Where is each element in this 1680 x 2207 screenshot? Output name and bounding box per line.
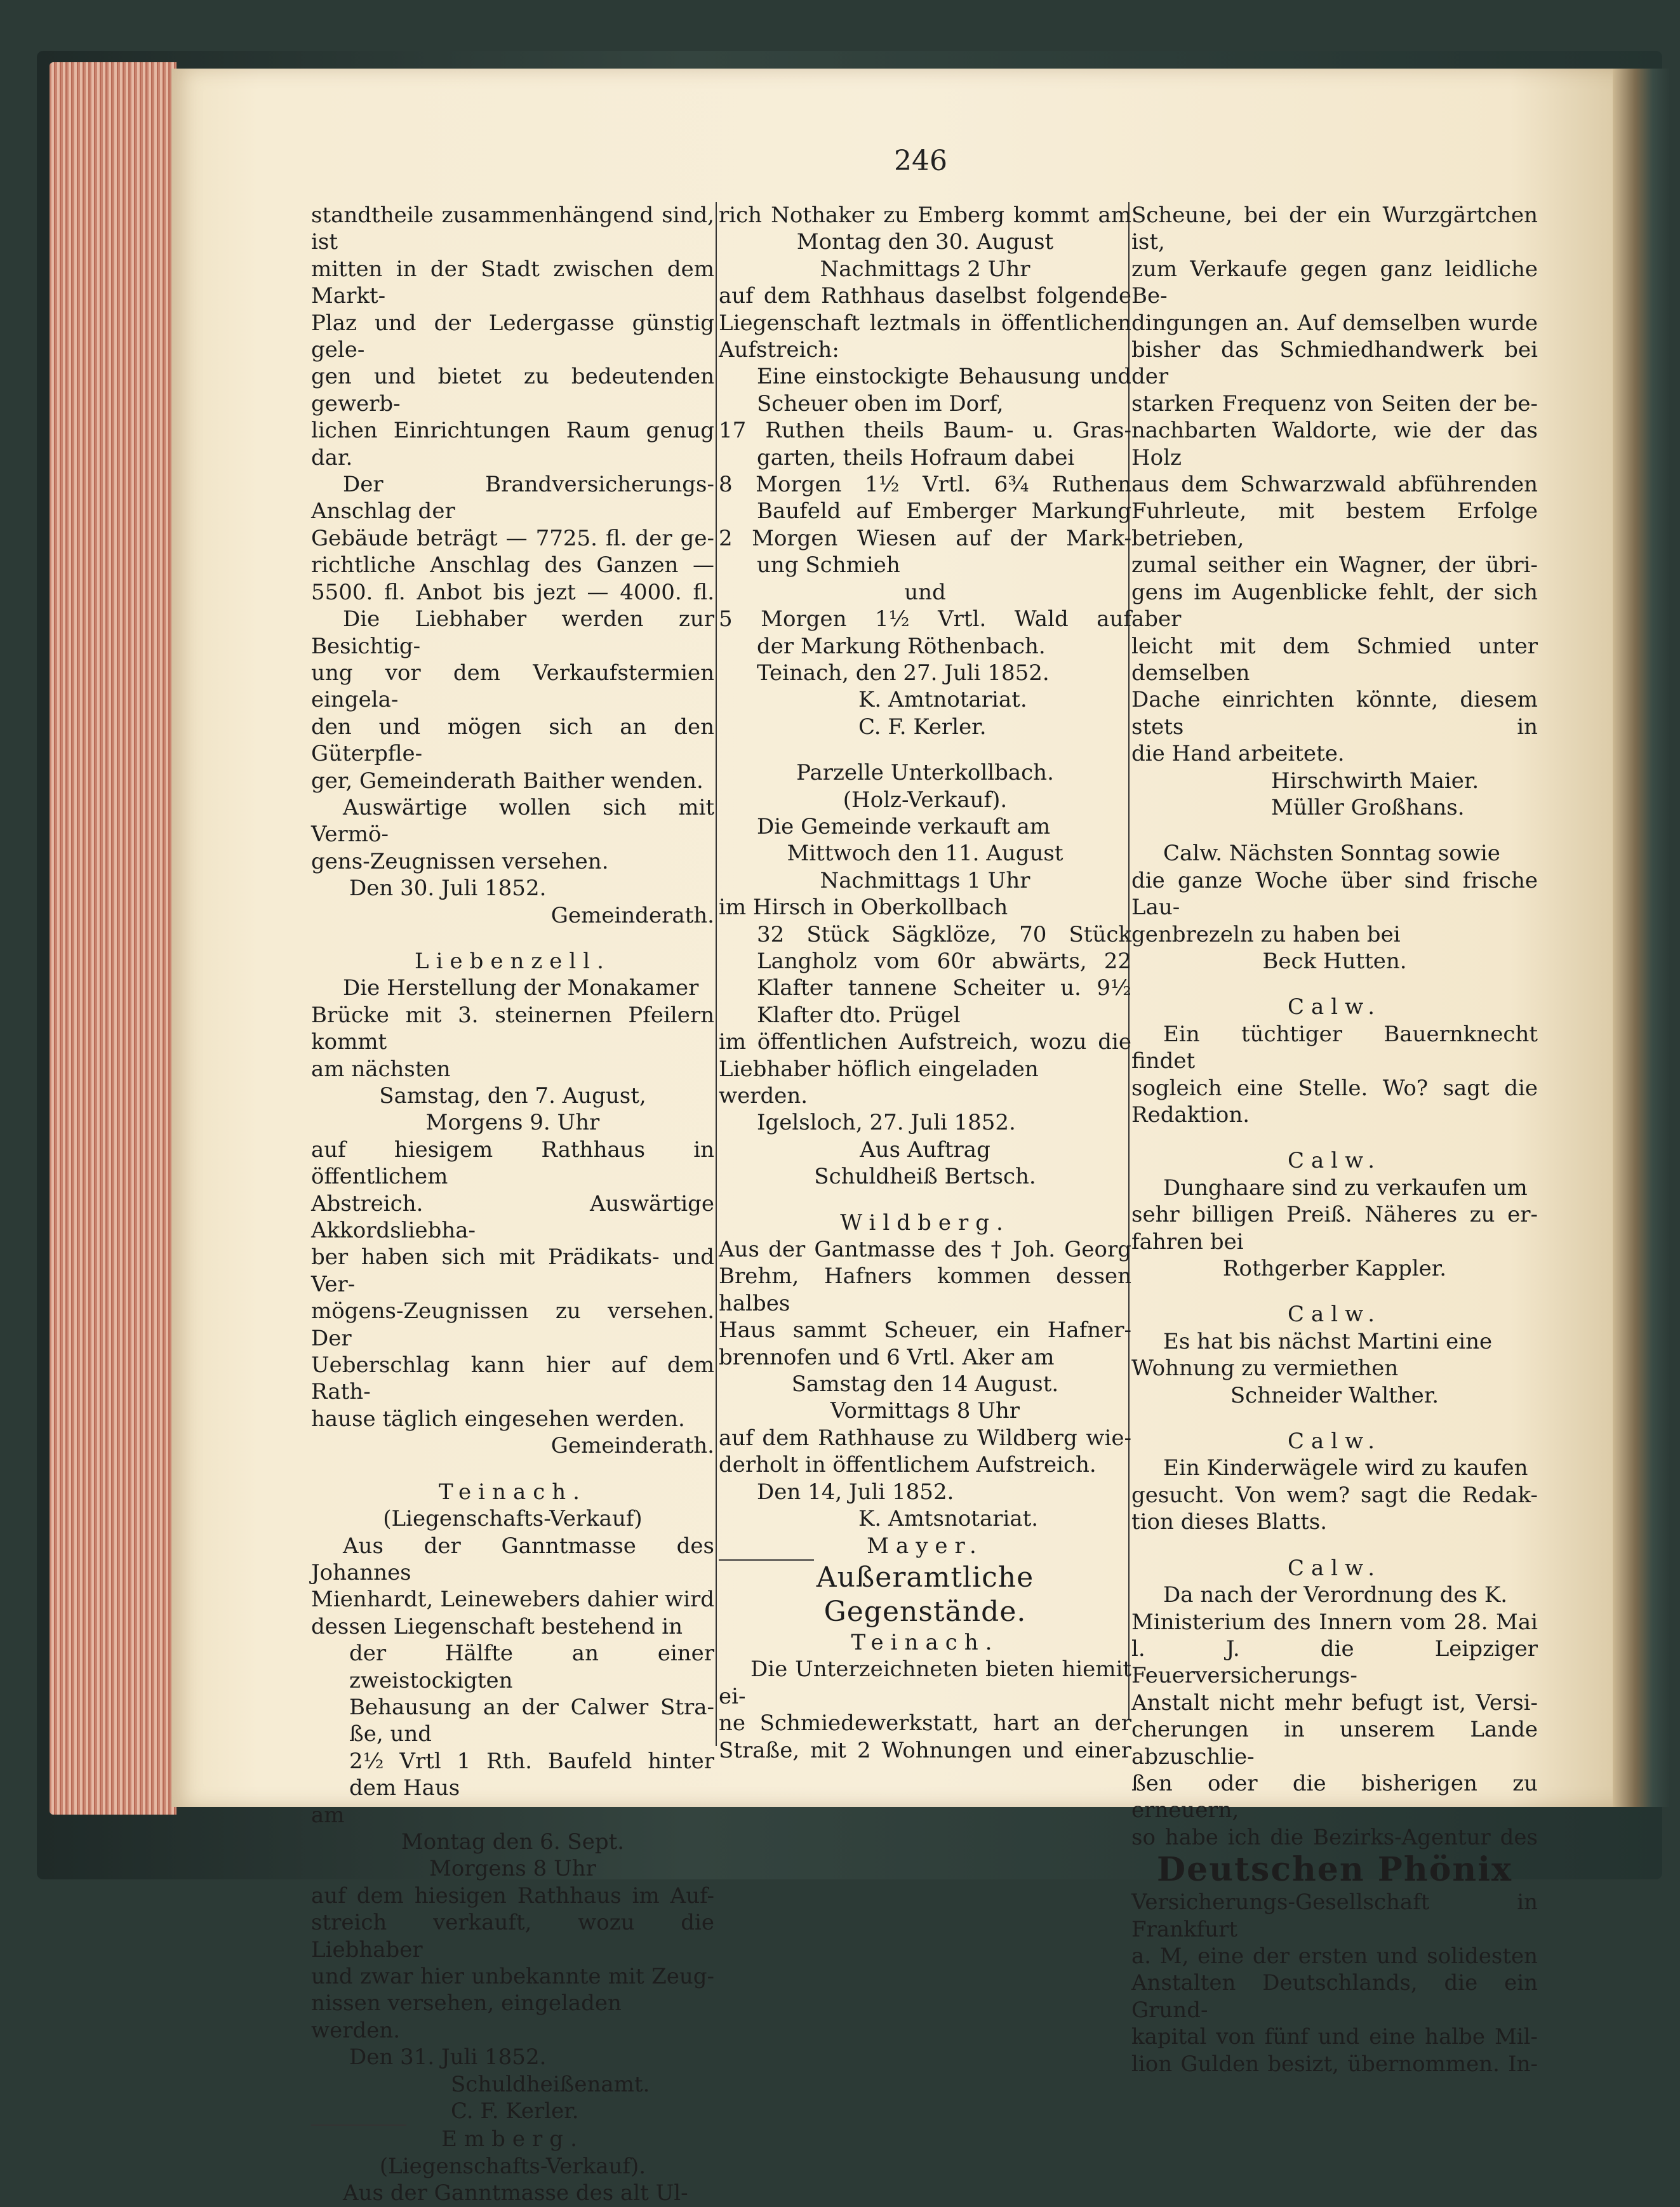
text-line: Nachmittags 1 Uhr (820, 867, 1030, 893)
text-line: Aus der Gantmasse des † Joh. Georg (719, 1237, 1131, 1263)
text-line: richtliche Anschlag des Ganzen — (311, 552, 714, 578)
text-line: l. J. die Leipziger Feuerversicherungs- (1131, 1636, 1538, 1689)
spacer (1131, 821, 1538, 840)
text-line: ung Schmieh (757, 552, 900, 578)
spacer (1131, 1128, 1538, 1147)
text-line: Auswärtige wollen sich mit Vermö- (311, 794, 714, 848)
text-line: Anstalt nicht mehr befugt ist, Versi- (1131, 1690, 1538, 1716)
column-2 (719, 202, 1131, 1764)
text-line: starken Frequenz von Seiten der be- (1131, 390, 1538, 417)
text-line: Liebhaber höflich eingeladen werden. (719, 1056, 1039, 1109)
text-line: C. F. Kerler. (451, 2098, 579, 2124)
text-line: Anstalten Deutschlands, die ein Grund- (1131, 1970, 1538, 2023)
text-line: ne Schmiedewerkstatt, hart an der (719, 1710, 1131, 1737)
text-line: der Hälfte an einer zweistockigten (349, 1641, 714, 1693)
text-line: tion dieses Blatts. (1131, 1509, 1328, 1535)
text-line: der Markung Röthenbach. (757, 633, 1046, 659)
spacer (311, 1460, 714, 1479)
text-line: Plaz und der Ledergasse günstig gele- (311, 310, 714, 363)
text-line: dem Haus (349, 1775, 460, 1801)
text-line: Schuldheiß Bertsch. (814, 1164, 1036, 1190)
text-line: a. M, eine der ersten und solidesten (1131, 1943, 1538, 1969)
column-3 (1131, 202, 1538, 2077)
text-line: am (311, 1802, 345, 1828)
spacer (719, 1190, 1131, 1210)
spacer (1131, 1409, 1538, 1428)
text-line: 2½ Vrtl 1 Rth. Baufeld hinter (349, 1748, 714, 1774)
spacer (1131, 1536, 1538, 1555)
text-line: Langholz vom 60r abwärts, 22 (757, 948, 1131, 974)
text-line: Beck Hutten. (1262, 948, 1407, 974)
text-line: auf dem Rathhause zu Wildberg wie- (719, 1425, 1131, 1451)
text-line: Igelsloch, 27. Juli 1852. (757, 1110, 1016, 1136)
text-line: Außeramtliche Gegenstände. (816, 1561, 1034, 1628)
text-line: Samstag, den 7. August, (379, 1083, 646, 1109)
text-line: genbrezeln zu haben bei (1131, 921, 1401, 947)
text-line: Nachmittags 2 Uhr (820, 256, 1030, 282)
text-line: bisher das Schmiedhandwerk bei der (1131, 337, 1538, 390)
text-line: dessen Liegenschaft bestehend in (311, 1613, 683, 1639)
text-line: Haus sammt Scheuer, ein Hafner- (719, 1317, 1131, 1344)
text-line: Calw. (1287, 1302, 1382, 1328)
text-line: Teinach, den 27. Juli 1852. (757, 660, 1050, 686)
text-line: im Hirsch in Oberkollbach (719, 895, 1008, 921)
text-line: Versicherungs-Gesellschaft in Frankfurt (1131, 1890, 1538, 1942)
page-edges (50, 62, 177, 1815)
text-line: Den 14, Juli 1852. (757, 1479, 954, 1505)
text-line: 8 Morgen 1½ Vrtl. 6¾ Ruthen (719, 472, 1131, 498)
text-line: Die Gemeinde verkauft am (757, 813, 1051, 839)
text-line: Hirschwirth Maier. (1271, 768, 1479, 794)
text-line: ung vor dem Verkaufstermien eingela- (311, 660, 714, 713)
text-line: Schuldheißenamt. (451, 2071, 650, 2097)
text-line: Klafter tannene Scheiter u. 9½ (757, 975, 1131, 1001)
text-line: Ministerium des Innern vom 28. Mai (1131, 1609, 1538, 1635)
text-line: garten, theils Hofraum dabei (757, 444, 1075, 470)
text-line: Deutschen Phönix (1157, 1850, 1512, 1890)
spacer (1131, 975, 1538, 994)
text-line: Müller Großhans. (1271, 794, 1465, 820)
text-line: nachbarten Waldorte, wie der das Holz (1131, 418, 1538, 470)
text-line: Aus Auftrag (860, 1137, 990, 1163)
text-line: nissen versehen, eingeladen werden. (311, 1990, 622, 2043)
text-line: und zwar hier unbekannte mit Zeug- (311, 1964, 714, 1989)
text-line: 17 Ruthen theils Baum- u. Gras- (719, 418, 1131, 444)
text-line: Morgens 8 Uhr (429, 1856, 596, 1882)
text-line: Dunghaare sind zu verkaufen um (1163, 1175, 1528, 1201)
text-line: Liegenschaft leztmals in öffentlichen (719, 310, 1131, 336)
text-line: sogleich eine Stelle. Wo? sagt die (1131, 1075, 1538, 1101)
text-line: Eine einstockigte Behausung und (757, 364, 1131, 390)
text-line: Rothgerber Kappler. (1222, 1256, 1447, 1282)
text-line: 5 Morgen 1½ Vrtl. Wald auf (719, 606, 1131, 632)
text-line: lichen Einrichtungen Raum genug dar. (311, 418, 714, 470)
text-line: Ein tüchtiger Bauernknecht findet (1131, 1021, 1538, 1074)
text-line: mögens-Zeugnissen zu versehen. Der (311, 1298, 714, 1351)
text-line: Calw. (1287, 994, 1382, 1020)
text-line: auf dem Rathhaus daselbst folgende (719, 283, 1131, 309)
text-line: Vormittags 8 Uhr (830, 1398, 1020, 1424)
spacer (1131, 1282, 1538, 1301)
text-line: kapital von fünf und eine halbe Mil- (1131, 2024, 1538, 2050)
text-line: und (904, 579, 946, 605)
text-line: Calw. (1287, 1148, 1382, 1174)
text-line: Abstreich. Auswärtige Akkordsliebha- (311, 1190, 714, 1244)
text-line: (Liegenschafts-Verkauf). (379, 2153, 646, 2179)
text-line: ße, und (349, 1721, 432, 1747)
text-line: Den 30. Juli 1852. (349, 876, 547, 902)
text-line: fahren bei (1131, 1229, 1244, 1255)
text-line: derholt in öffentlichem Aufstreich. (719, 1452, 1097, 1478)
text-line: Gemeinderath. (550, 1433, 714, 1459)
text-line: Redaktion. (1131, 1102, 1250, 1128)
text-line: auf dem hiesigen Rathhaus im Auf- (311, 1883, 714, 1909)
text-line: Wohnung zu vermiethen (1131, 1356, 1399, 1382)
text-line: Liebenzell. (415, 948, 611, 974)
text-line: auf hiesigem Rathhaus in öffentlichem (311, 1137, 714, 1190)
text-line: ßen oder die bisherigen zu erneuern, (1131, 1770, 1538, 1824)
text-line: Scheune, bei der ein Wurzgärtchen ist, (1131, 203, 1538, 255)
text-line: ber haben sich mit Prädikats- und Ver- (311, 1244, 714, 1297)
text-line: dingungen an. Auf demselben wurde (1131, 310, 1538, 336)
text-line: hause täglich eingesehen werden. (311, 1406, 685, 1432)
text-line: (Liegenschafts-Verkauf) (383, 1506, 643, 1532)
spacer (311, 929, 714, 948)
text-line: Mienhardt, Leinewebers dahier wird (311, 1587, 714, 1613)
text-line: Es hat bis nächst Martini eine (1163, 1328, 1493, 1354)
page-number: 246 (894, 145, 947, 177)
text-line: mitten in der Stadt zwischen dem Markt- (311, 256, 714, 309)
text-line: gens im Augenblicke fehlt, der sich aber (1131, 579, 1538, 632)
text-line: so habe ich die Bezirks-Agentur des (1131, 1824, 1538, 1850)
text-line: Scheuer oben im Dorf, (757, 390, 1004, 417)
text-line: Teinach. (439, 1479, 587, 1505)
text-line: K. Amtnotariat. (858, 687, 1027, 713)
text-line: Calw. (1287, 1429, 1382, 1455)
text-line: Emberg. (441, 2126, 584, 2152)
column-rule-left (716, 202, 717, 1746)
text-line: brennofen und 6 Vrtl. Aker am (719, 1344, 1055, 1370)
text-line: Schneider Walther. (1230, 1382, 1439, 1408)
text-line: Klafter dto. Prügel (757, 1002, 961, 1028)
text-line: Teinach. (851, 1629, 999, 1655)
book-gutter (1613, 69, 1670, 1807)
text-line: Montag den 30. August (796, 229, 1054, 255)
text-line: Die Herstellung der Monakamer (343, 975, 699, 1001)
text-line: Da nach der Verordnung des K. (1163, 1582, 1508, 1608)
text-line: Aufstreich: (719, 337, 839, 363)
text-line: 2 Morgen Wiesen auf der Mark- (719, 525, 1131, 551)
text-line: aus dem Schwarzwald abführenden (1131, 472, 1538, 498)
text-line: standtheile zusammenhängend sind, ist (311, 203, 714, 255)
text-line: rich Nothaker zu Emberg kommt am (719, 203, 1131, 228)
text-line: K. Amtsnotariat. (858, 1506, 1039, 1532)
text-line: 5500. fl. Anbot bis jezt — 4000. fl. (311, 579, 714, 605)
text-line: Ein Kinderwägele wird zu kaufen (1163, 1455, 1528, 1481)
text-line: Parzelle Unterkollbach. (796, 760, 1054, 786)
text-line: Brehm, Hafners kommen dessen halbes (719, 1264, 1131, 1316)
text-line: cherungen in unserem Lande abzuschlie- (1131, 1717, 1538, 1770)
text-line: Aus der Ganntmasse des Johannes (311, 1533, 714, 1585)
text-line: zumal seither ein Wagner, der übri- (1131, 552, 1538, 578)
text-line: streich verkauft, wozu die Liebhaber (311, 1910, 714, 1963)
text-line: Fuhrleute, mit bestem Erfolge betrieben, (1131, 498, 1538, 551)
text-line: am nächsten (311, 1056, 451, 1082)
text-line: im öffentlichen Aufstreich, wozu die (719, 1029, 1131, 1055)
spacer (719, 740, 1131, 759)
text-line: Straße, mit 2 Wohnungen und einer (719, 1737, 1131, 1763)
text-line: Dache einrichten könnte, diesem stets in (1131, 687, 1538, 740)
text-line: sehr billigen Preiß. Näheres zu er- (1131, 1202, 1538, 1228)
text-line: lion Gulden besizt, übernommen. In- (1131, 2051, 1538, 2077)
text-line: Die Unterzeichneten bieten hiemit ei- (719, 1657, 1131, 1709)
text-line: Samstag den 14 August. (791, 1371, 1059, 1397)
text-line: Den 31. Juli 1852. (349, 2044, 547, 2070)
text-line: Mittwoch den 11. August (787, 841, 1063, 867)
text-line: ger, Gemeinderath Baither wenden. (311, 768, 703, 794)
text-line: gen und bietet zu bedeutenden gewerb- (311, 364, 714, 417)
text-line: die Hand arbeitete. (1131, 741, 1345, 767)
text-line: Gemeinderath. (550, 902, 714, 928)
text-line: die ganze Woche über sind frische Lau- (1131, 867, 1538, 921)
text-line: den und mögen sich an den Güterpfle- (311, 714, 714, 767)
text-line: leicht mit dem Schmied unter demselben (1131, 633, 1538, 686)
text-line: Wildberg. (840, 1210, 1010, 1236)
text-line: Gebäude beträgt — 7725. fl. der ge- (311, 525, 714, 551)
text-line: Calw. Nächsten Sonntag sowie (1163, 841, 1500, 867)
text-line: Calw. (1287, 1555, 1382, 1581)
text-line: 32 Stück Sägklöze, 70 Stück (757, 921, 1131, 947)
text-line: Ueberschlag kann hier auf dem Rath- (311, 1352, 714, 1405)
text-line: zum Verkaufe gegen ganz leidliche Be- (1131, 256, 1538, 309)
text-line: Aus der Ganntmasse des alt Ul- (343, 2180, 688, 2206)
text-line: Behausung an der Calwer Stra- (349, 1694, 714, 1720)
text-line: (Holz-Verkauf). (843, 787, 1008, 813)
text-line: Brücke mit 3. steinernen Pfeilern kommt (311, 1002, 714, 1055)
text-line: C. F. Kerler. (858, 714, 987, 740)
text-line: gesucht. Von wem? sagt die Redak- (1131, 1482, 1538, 1508)
text-line: Der Brandversicherungs-Anschlag der (311, 472, 714, 524)
text-line: Morgens 9. Uhr (425, 1110, 600, 1136)
text-line: Die Liebhaber werden zur Besichtig- (311, 606, 714, 659)
text-line: Mayer. (867, 1533, 983, 1559)
column-1 (311, 202, 714, 2207)
text-line: Montag den 6. Sept. (401, 1829, 625, 1855)
text-line: gens-Zeugnissen versehen. (311, 848, 609, 874)
text-line: Baufeld auf Emberger Markung (757, 498, 1131, 524)
